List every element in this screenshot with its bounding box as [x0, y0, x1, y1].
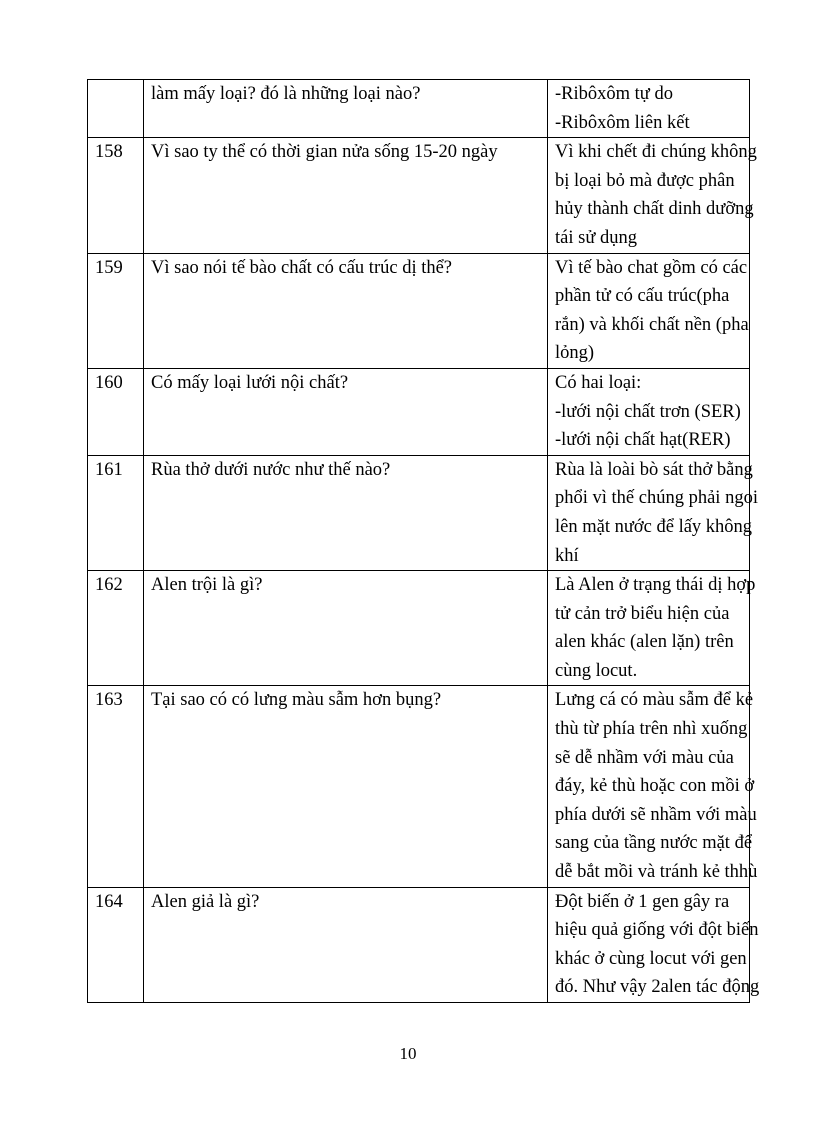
- answer-cell: [548, 80, 750, 138]
- answer-line: khác ở cùng locut với gen: [555, 948, 747, 969]
- answer-line: dễ bắt mồi và tránh kẻ thhù: [555, 862, 758, 883]
- table-row: [88, 368, 750, 455]
- answer-line: -Ribôxôm tự do: [555, 84, 673, 104]
- answer-line: khí: [555, 545, 579, 566]
- answer-line: phía dưới sẽ nhầm với màu: [555, 804, 757, 825]
- row-number: 162: [88, 571, 144, 686]
- answer-line: Có hai loại:: [555, 372, 642, 393]
- answer-line: -Ribôxôm liên kết: [555, 112, 690, 133]
- answer-line: Vì tế bào chat gồm có các: [555, 257, 748, 278]
- question-cell: làm mấy loại? đó là những loại nào?: [144, 80, 548, 138]
- answer-line: Vì khi chết đi chúng không: [555, 142, 757, 163]
- question-cell: Alen giả là gì?: [144, 887, 548, 1002]
- answer-line: rắn) và khối chất nền (pha: [555, 314, 749, 335]
- table-row: [88, 686, 750, 887]
- answer-line: sẽ dễ nhầm với màu của: [555, 747, 734, 768]
- answer-cell: [548, 368, 750, 455]
- question-cell: Rùa thở dưới nước như thế nào?: [144, 455, 548, 570]
- answer-line: bị loại bỏ mà được phân: [555, 170, 735, 191]
- answer-cell: [548, 686, 758, 887]
- answer-line: Lưng cá có màu sẫm để kẻ: [555, 690, 754, 711]
- row-number: 159: [88, 253, 144, 368]
- answer-line: alen khác (alen lặn) trên: [555, 632, 734, 653]
- qa-table-body: [88, 80, 760, 1003]
- qa-table: [87, 79, 760, 1003]
- row-number: 164: [88, 887, 144, 1002]
- answer-line: Đột biến ở 1 gen gây ra: [555, 891, 730, 912]
- table-row: [88, 253, 750, 368]
- row-number: 163: [88, 686, 144, 887]
- answer-cell: [548, 253, 750, 368]
- answer-cell: [548, 571, 756, 686]
- row-number: 161: [88, 455, 144, 570]
- answer-line: cùng locut.: [555, 660, 638, 681]
- answer-line: phần tử có cấu trúc(pha: [555, 286, 730, 307]
- question-cell: Tại sao có có lưng màu sẫm hơn bụng?: [144, 686, 548, 887]
- answer-line: hiệu quả giống với đột biến: [555, 920, 759, 941]
- answer-cell: [548, 887, 760, 1002]
- answer-line: Là Alen ở trạng thái dị hợp: [555, 575, 756, 596]
- question-cell: Có mấy loại lưới nội chất?: [144, 368, 548, 455]
- answer-line: tử cản trở biểu hiện của: [555, 603, 730, 624]
- answer-line: tái sử dụng: [555, 227, 637, 248]
- question-cell: Vì sao nói tế bào chất có cấu trúc dị thể?: [144, 253, 548, 368]
- answer-cell: [548, 138, 757, 253]
- page-number: 10: [399, 1044, 417, 1063]
- table-row: [88, 887, 750, 1002]
- answer-line: hủy thành chất dinh dưỡng: [555, 199, 754, 220]
- answer-line: -lưới nội chất trơn (SER): [555, 401, 741, 422]
- answer-line: -lưới nội chất hạt(RER): [555, 430, 731, 451]
- answer-line: sang của tầng nước mặt để: [555, 833, 753, 854]
- answer-line: đáy, kẻ thù hoặc con mồi ở: [555, 776, 755, 797]
- answer-line: thù từ phía trên nhì xuống: [555, 719, 748, 740]
- row-number: 160: [88, 368, 144, 455]
- answer-cell: [548, 455, 758, 570]
- answer-line: phổi vì thế chúng phải ngoi: [555, 488, 758, 509]
- row-number: [88, 80, 144, 138]
- question-cell: Alen trội là gì?: [144, 571, 548, 686]
- table-row: [88, 571, 750, 686]
- answer-line: đó. Như vậy 2alen tác động: [555, 977, 760, 998]
- answer-line: lỏng): [555, 343, 595, 364]
- question-cell: Vì sao ty thể có thời gian nửa sống 15-20 ngày: [144, 138, 548, 253]
- answer-line: lên mặt nước để lấy không: [555, 516, 753, 537]
- row-number: 158: [88, 138, 144, 253]
- answer-line: Rùa là loài bò sát thở bằng: [555, 459, 753, 480]
- table-row: [88, 80, 750, 138]
- table-row: [88, 455, 750, 570]
- table-row: [88, 138, 750, 253]
